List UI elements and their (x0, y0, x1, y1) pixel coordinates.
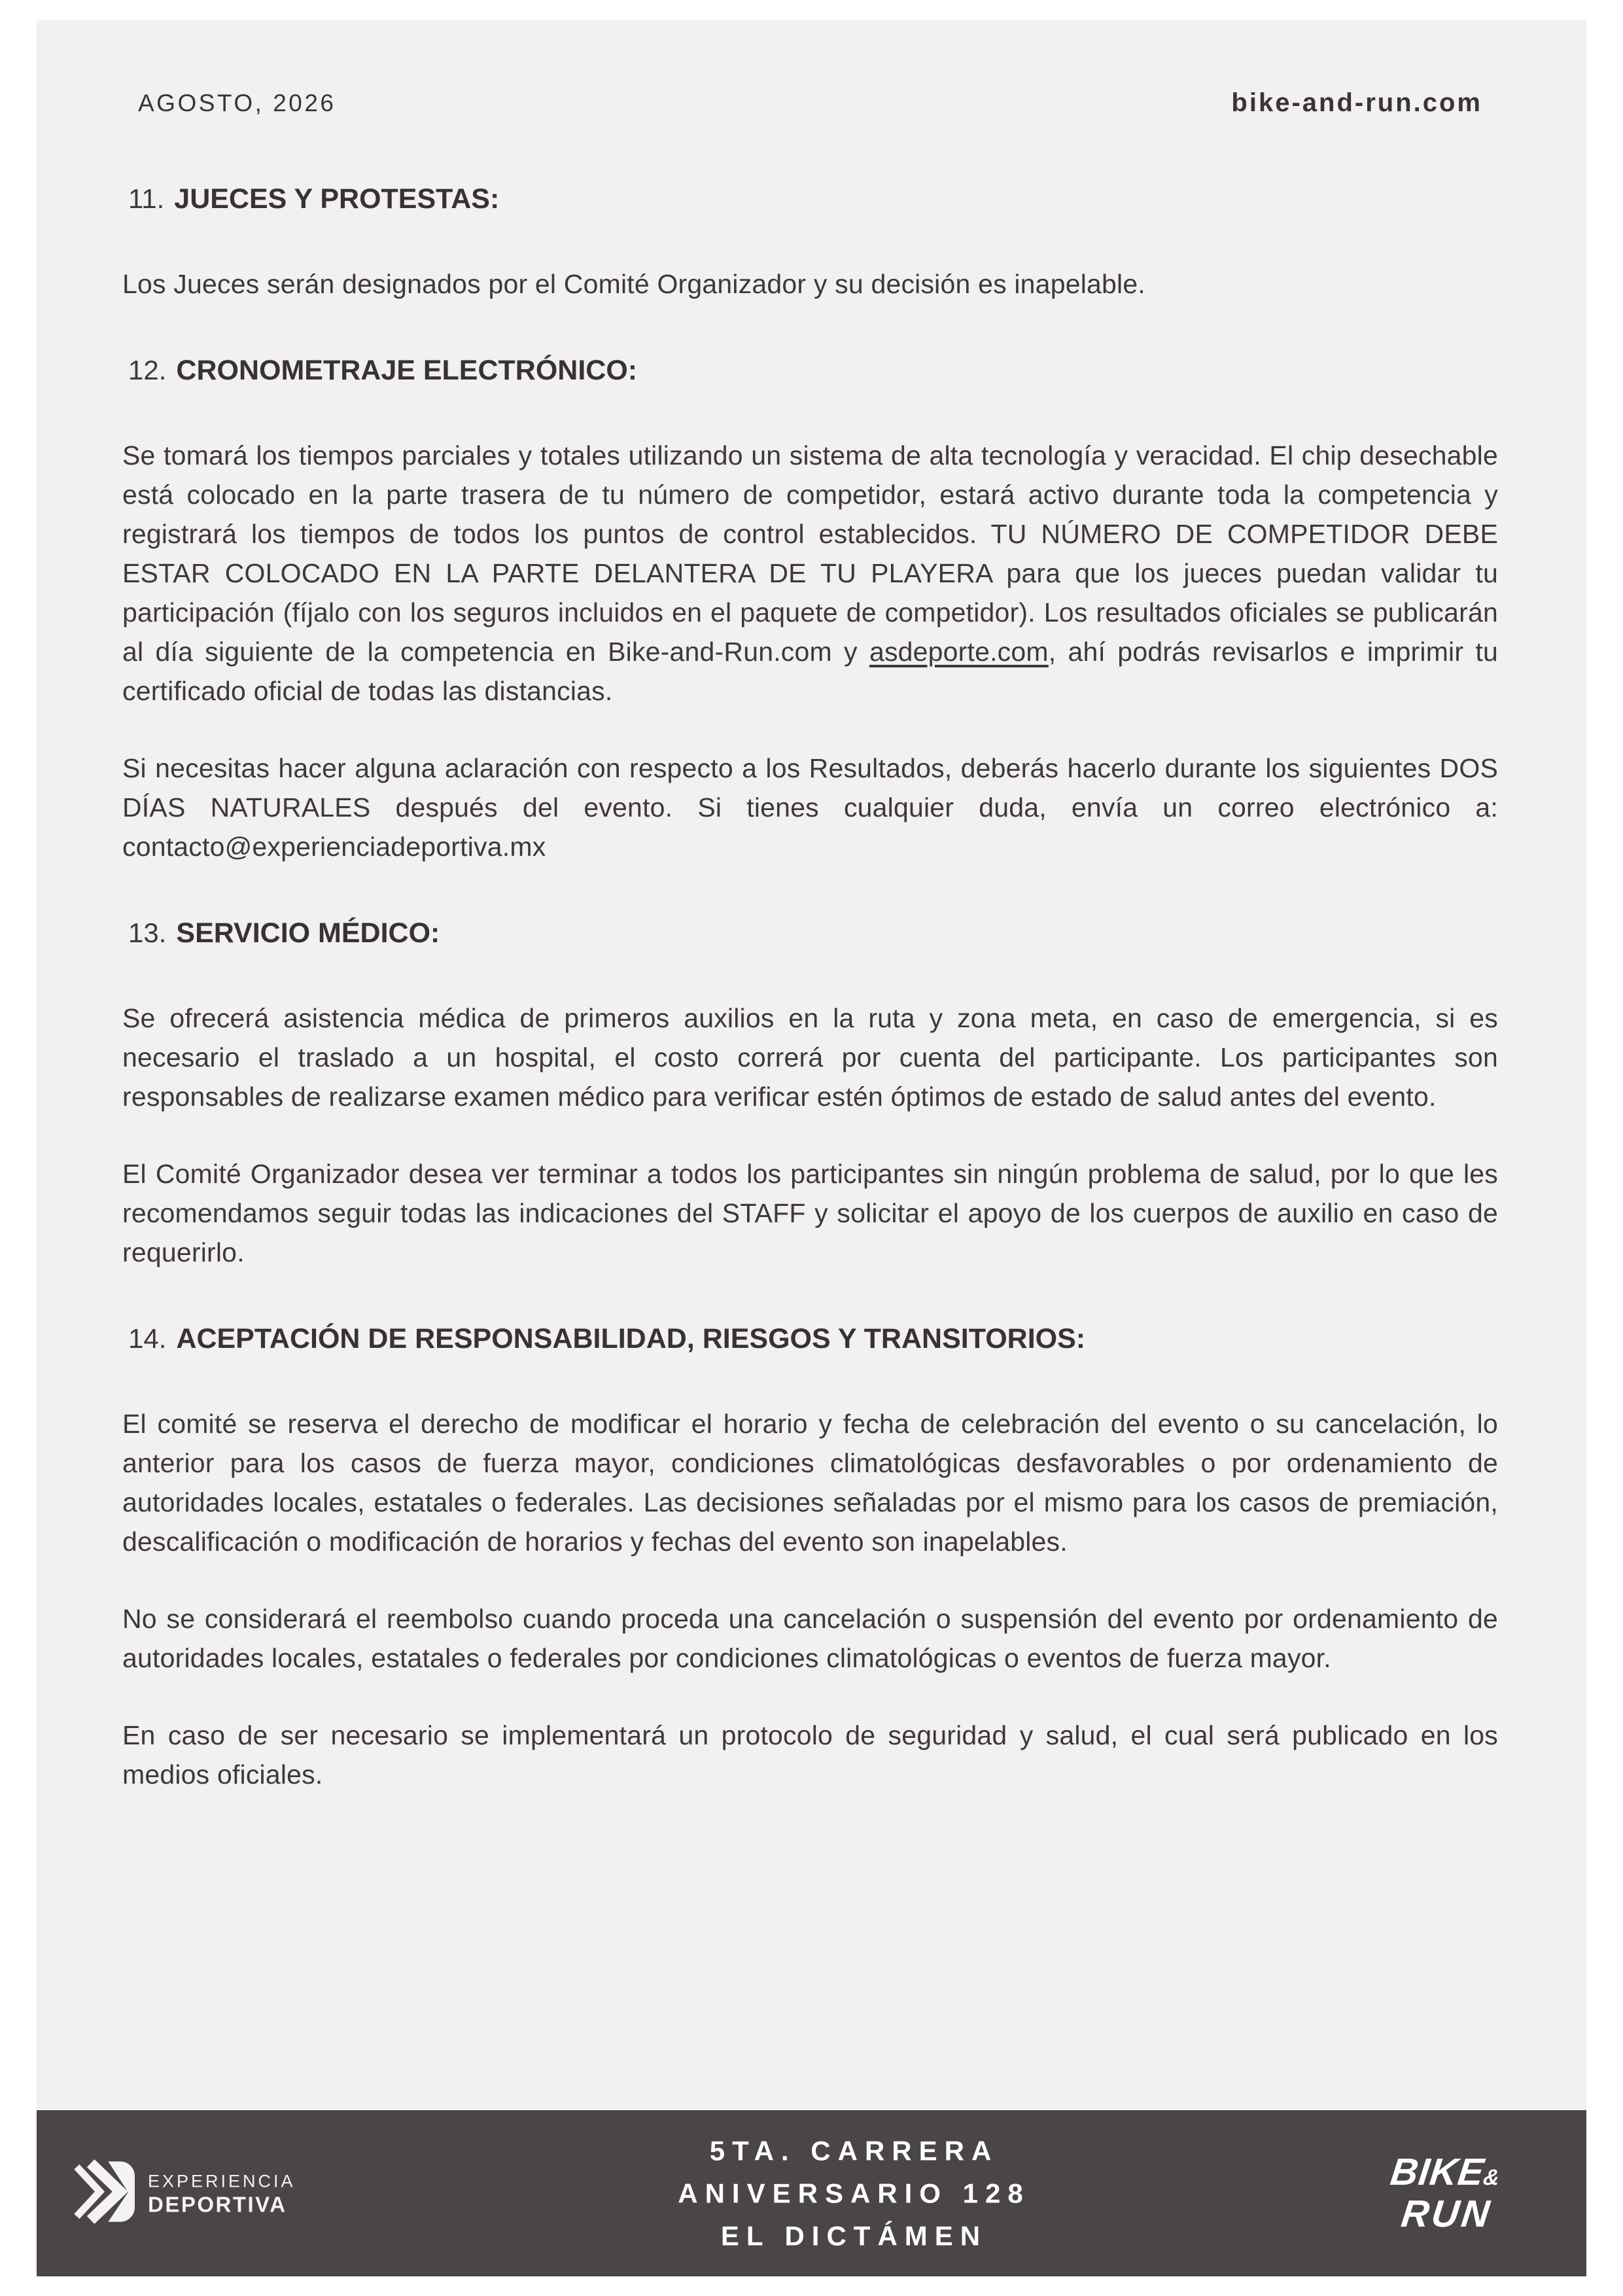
paragraph: El Comité Organizador desea ver terminar a todos los participantes sin ningún problema de salud, por lo que les recomendamos seguir todas las indicaciones del STAFF y solicitar el apoyo de los cuerpos de auxilio en caso de requerirlo. (122, 1159, 1498, 1267)
bike-and-run-logo-line2: RUN (1399, 2193, 1495, 2235)
bike-and-run-logo-line1: BIKE& (1387, 2151, 1502, 2193)
section-heading (128, 912, 1498, 961)
asdeporte-link[interactable]: asdeporte.com (869, 637, 1049, 667)
section-title: ACEPTACIÓN DE RESPONSABILIDAD, RIESGOS Y TRANSITORIOS: (176, 1323, 1086, 1354)
event-title-line3: EL DICTÁMEN (720, 2220, 988, 2252)
footer-event-title (678, 2130, 1030, 2257)
experiencia-deportiva-logo-icon (72, 2160, 135, 2227)
section-title: JUECES Y PROTESTAS: (174, 183, 500, 215)
section-number: 11. (128, 183, 165, 214)
paragraph: En caso de ser necesario se implementará un protocolo de seguridad y salud, el cual será publicado en los medios oficiales. (122, 1720, 1498, 1790)
paragraph: Se tomará los tiempos parciales y totales utilizando un sistema de alta tecnología y veracidad. El chip desechable está colocado en la parte trasera de tu número de competidor, estará activo durante toda la competencia y registrará los tiempos de todos los puntos de control establecidos. TU NÚMERO DE COMPETIDOR DEBE ESTAR COLOCADO EN LA PARTE DELANTERA DE TU PLAYERA para que los jueces puedan validar tu participación (fíjalo con los seguros incluidos en el paquete de competidor). Los resultados oficiales se publicarán al día siguiente de la competencia en Bike-and-Run.com y asdeporte.com, ahí podrás revisarlos e imprimir tu certificado oficial de todas las distancias. (122, 440, 1498, 706)
section-heading (128, 178, 1498, 226)
document-content (37, 20, 1586, 1794)
ampersand: & (1482, 2165, 1502, 2190)
bike-and-run-logo (1383, 2151, 1503, 2235)
header-site: bike-and-run.com (1231, 88, 1482, 117)
section-number: 13. (128, 917, 167, 948)
footer-brand-text (148, 2170, 296, 2217)
document-sections (122, 178, 1498, 1794)
header-date: AGOSTO, 2026 (138, 90, 336, 116)
paragraph: Si necesitas hacer alguna aclaración con respecto a los Resultados, deberás hacerlo durante los siguientes DOS DÍAS NATURALES después del evento. Si tienes cualquier duda, envía un correo electrónico a: contacto@experienciadeportiva.mx (122, 753, 1498, 862)
section-number: 12. (128, 355, 167, 385)
event-title-line1: 5TA. CARRERA (709, 2135, 999, 2166)
section-heading (128, 1318, 1498, 1366)
footer-bar (37, 2110, 1586, 2276)
section-title: SERVICIO MÉDICO: (176, 917, 440, 949)
footer-brand (72, 2160, 296, 2227)
section-title: CRONOMETRAJE ELECTRÓNICO: (176, 355, 638, 386)
brand-line-deportiva: DEPORTIVA (148, 2192, 287, 2216)
event-title-line2: ANIVERSARIO 128 (678, 2178, 1030, 2209)
section-heading (128, 349, 1498, 398)
document-header (122, 88, 1498, 118)
brand-line-experiencia: EXPERIENCIA (148, 2171, 296, 2191)
document-sheet (37, 20, 1586, 2276)
paragraph: Los Jueces serán designados por el Comité Organizador y su decisión es inapelable. (122, 269, 1145, 299)
section-number: 14. (128, 1323, 167, 1354)
paragraph: Se ofrecerá asistencia médica de primeros auxilios en la ruta y zona meta, en caso de emergencia, si es necesario el traslado a un hospital, el costo correrá por cuenta del participante. Los participantes son responsables de realizarse examen médico para verificar estén óptimos de estado de salud antes del evento. (122, 1003, 1498, 1112)
paragraph: El comité se reserva el derecho de modificar el horario y fecha de celebración del evento o su cancelación, lo anterior para los casos de fuerza mayor, condiciones climatológicas desfavorables o por ordenamiento de autoridades locales, estatales o federales. Las decisiones señaladas por el mismo para los casos de premiación, descalificación o modificación de horarios y fechas del evento son inapelables. (122, 1409, 1498, 1557)
paragraph: No se considerará el reembolso cuando proceda una cancelación o suspensión del evento por ordenamiento de autoridades locales, estatales o federales por condiciones climatológicas o eventos de fuerza mayor. (122, 1604, 1498, 1673)
